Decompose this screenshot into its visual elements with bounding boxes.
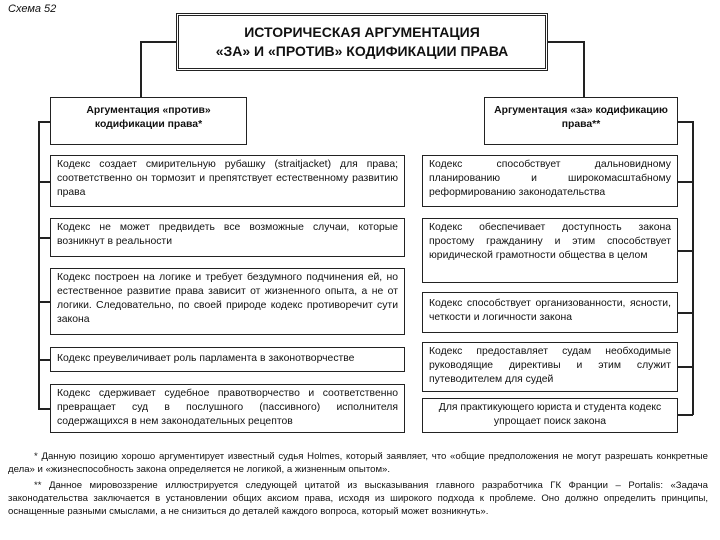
connector	[548, 41, 584, 43]
for-item: Кодекс способствует дальновидному планированию и широкомасштабному реформированию законодательства	[422, 155, 678, 207]
footnote-2: ** Данное мировоззрение иллюстрируется следующей цитатой из высказывания главного разработчика ГК Франции – Portalis: «Задача законодательства заключается в установлении общих аксиом права, исходя из широкого подхода к проблеме. Оно должно определить принципы, оснащенные разными смыслами, а не снизиться до деталей каждого вопроса, который может возникнуть».	[8, 480, 708, 517]
connector	[678, 366, 693, 368]
schema-label: Схема 52	[8, 3, 57, 15]
for-header: Аргументация «за» кодификацию права**	[484, 97, 678, 145]
connector	[140, 41, 142, 97]
footnote-1: * Данную позицию хорошо аргументирует известный судья Holmes, который заявляет, что «общие предположения не могут разрешать конкретные дела» и «жизнеспособность закона определяется не логикой, а жизненным опытом».	[8, 451, 708, 475]
connector	[38, 181, 50, 183]
connector	[678, 181, 693, 183]
connector	[678, 121, 693, 123]
for-item: Кодекс обеспечивает доступность закона простому гражданину и этим способствует юридической грамотности общества в целом	[422, 218, 678, 283]
connector	[38, 237, 50, 239]
against-item: Кодекс преувеличивает роль парламента в законотворчестве	[50, 347, 405, 372]
against-item: Кодекс не может предвидеть все возможные случаи, которые возникнут в реальности	[50, 218, 405, 257]
connector	[140, 41, 176, 43]
diagram-title	[176, 13, 548, 71]
against-item: Кодекс сдерживает судебное правотворчество и соответственно превращает суд в послушного (пассивного) исполнителя содержащихся в нем законодательных рецептов	[50, 384, 405, 433]
connector	[38, 121, 50, 123]
against-item: Кодекс создает смирительную рубашку (straitjacket) для права; соответственно он тормозит и препятствует естественному развитию права	[50, 155, 405, 207]
title-line-2: «ЗА» И «ПРОТИВ» КОДИФИКАЦИИ ПРАВА	[215, 43, 509, 59]
against-item: Кодекс построен на логике и требует бездумного подчинения ей, но естественное развитие права зависит от жизненного опыта, а не от логики. Следовательно, по своей природе кодекс противоречит сути закона	[50, 268, 405, 335]
connector	[38, 408, 50, 410]
right-bracket	[692, 121, 694, 415]
for-item: Кодекс предоставляет судам необходимые руководящие директивы и этим служит путеводителем для судей	[422, 342, 678, 392]
connector	[583, 41, 585, 97]
left-bracket	[38, 121, 40, 409]
title-line-1: ИСТОРИЧЕСКАЯ АРГУМЕНТАЦИЯ	[244, 24, 480, 40]
for-item: Для практикующего юриста и студента кодекс упрощает поиск закона	[422, 398, 678, 433]
connector	[678, 312, 693, 314]
connector	[38, 301, 50, 303]
for-item: Кодекс способствует организованности, ясности, четкости и логичности закона	[422, 292, 678, 333]
connector	[678, 250, 693, 252]
connector	[678, 414, 693, 416]
connector	[38, 359, 50, 361]
against-header: Аргументация «против» кодификации права*	[50, 97, 247, 145]
